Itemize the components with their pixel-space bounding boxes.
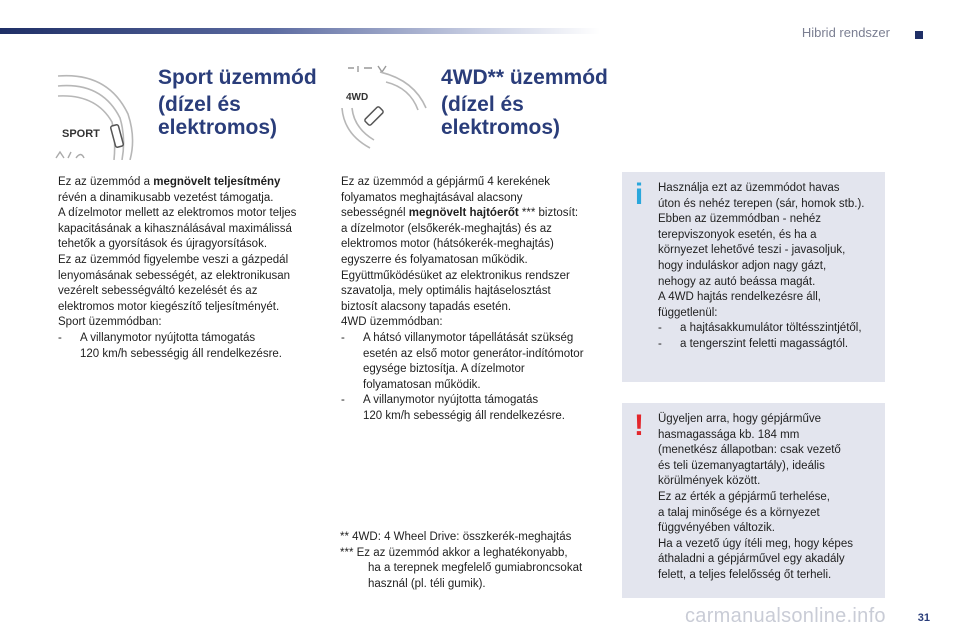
- 4wd-heading-line-3: elektromos): [441, 116, 561, 139]
- 4wd-line: Ez az üzemmód a gépjármű 4 kerekének: [341, 176, 551, 188]
- 4wd-bullet-continued: esetén az első motor generátor-indítómotor: [363, 347, 584, 360]
- sport-heading-line-1: Sport üzemmód: [158, 66, 317, 89]
- info-bullet: - a hajtásakkumulátor töltésszintjétől,: [658, 322, 862, 335]
- footnotes: [340, 530, 582, 592]
- warning-line: Ügyeljen arra, hogy gépjárműve: [658, 413, 822, 425]
- 4wd-bullet: - A hátsó villanymotor tápellátását szükség: [341, 331, 574, 344]
- 4wd-line-highlight: [341, 206, 611, 222]
- warning-box: [622, 403, 885, 598]
- 4wd-line: elektromos motor (hátsókerék-meghajtás): [341, 238, 554, 251]
- info-line: Ebben az üzemmódban - nehéz: [658, 213, 822, 226]
- 4wd-line: folyamatos meghajtásával alacsony: [341, 191, 523, 204]
- info-line: úton és nehéz terepen (sár, homok stb.).: [658, 197, 865, 210]
- sport-line: Sport üzemmódban:: [58, 316, 162, 329]
- sport-line: lenyomásának sebességét, az elektronikusan: [58, 269, 291, 282]
- info-line: hogy induláskor adjon nagy gázt,: [658, 259, 827, 272]
- info-box: [622, 172, 885, 382]
- 4wd-bullet-continued: egysége biztosítja. A dízelmotor: [363, 363, 525, 376]
- sport-dial-label: SPORT: [62, 128, 100, 140]
- header-marker: [915, 31, 923, 39]
- warning-line: Ha a vezető úgy ítéli meg, hogy képes: [658, 537, 853, 550]
- info-line: függetlenül:: [658, 306, 718, 319]
- sport-mode-heading: [158, 66, 317, 139]
- info-line: A 4WD hajtás rendelkezésre áll,: [658, 291, 821, 304]
- 4wd-bullet-continued: 120 km/h sebességig áll rendelkezésre.: [363, 409, 566, 422]
- info-bullet-text: a hajtásakkumulátor töltésszintjétől,: [680, 322, 862, 335]
- 4wd-mode-text: [341, 175, 611, 425]
- 4wd-bullet: - A villanymotor nyújtotta támogatás: [341, 394, 539, 407]
- 4wd-bullet-continued: folyamatosan működik.: [363, 378, 481, 391]
- warning-line: függvényében változik.: [658, 522, 775, 535]
- sport-heading-line-3: elektromos): [158, 116, 278, 139]
- 4wd-dial-image: [340, 62, 432, 152]
- warning-line: felett, a teljes felelősség őt terheli.: [658, 568, 832, 581]
- warning-line: Ez az érték a gépjármű terhelése,: [658, 490, 830, 503]
- sport-dial-image: [50, 62, 142, 160]
- sport-mode-text: [58, 175, 328, 362]
- 4wd-bullet-text: A villanymotor nyújtotta támogatás: [363, 394, 539, 407]
- sport-intro-bold: megnövelt teljesítmény: [153, 176, 281, 188]
- 4wd-line: egyszerre és folyamatosan működik.: [341, 253, 528, 266]
- section-title: Hibrid rendszer: [801, 25, 890, 40]
- warning-line: hasmagassága kb. 184 mm: [658, 428, 800, 441]
- footnote-efficiency-continued: használ (pl. téli gumik).: [368, 577, 486, 590]
- sport-intro: Ez az üzemmód a: [58, 176, 154, 188]
- watermark: carmanualsonline.info: [685, 605, 886, 627]
- info-bullet: - a tengerszint feletti magasságtól.: [658, 337, 849, 350]
- warning-line: és teli üzemanyagtartály), ideális: [658, 459, 825, 472]
- 4wd-line: szavatolja, mely optimális hajtáselosztást: [341, 285, 551, 298]
- warning-line: a talaj minősége és a környezet: [658, 506, 820, 519]
- 4wd-heading-line-1: 4WD** üzemmód: [441, 66, 608, 89]
- sport-line: révén a dinamikusabb vezetést támogatja.: [58, 191, 274, 204]
- footnote-4wd: ** 4WD: 4 Wheel Drive: összkerék-meghajtás: [340, 531, 572, 543]
- 4wd-line: a dízelmotor (elsőkerék-meghajtás) és az: [341, 222, 552, 235]
- sport-line: kapacitásának a kihasználásával maximálissá: [58, 222, 292, 235]
- 4wd-dial-label: 4WD: [346, 92, 369, 103]
- info-line: Használja ezt az üzemmódot havas: [658, 182, 840, 194]
- warning-line: áthaladni a gépjárművel egy akadály: [658, 553, 845, 566]
- sport-heading-line-2: (dízel és: [158, 93, 241, 116]
- 4wd-line: Együttműködésüket az elektronikus rendszer: [341, 269, 570, 282]
- info-bullet-text: a tengerszint feletti magasságtól.: [680, 337, 849, 350]
- sport-bullet: - A villanymotor nyújtotta támogatás: [58, 331, 256, 344]
- sport-line: Ez az üzemmód figyelembe veszi a gázpedál: [58, 253, 289, 266]
- 4wd-line-post: *** biztosít:: [518, 207, 579, 220]
- 4wd-heading-line-2: (dízel és: [441, 93, 524, 116]
- sport-line: vezérelt sebességváltó kezelését és az: [58, 285, 258, 298]
- sport-line: tehetők a gyorsítások és újragyorsítások.: [58, 238, 268, 251]
- sport-line: elektromos motor kiegészítő teljesítményét.: [58, 300, 280, 313]
- page-number: 31: [917, 612, 930, 624]
- header-bar: [0, 28, 600, 34]
- info-line: terepviszonyok esetén, és ha a: [658, 228, 817, 241]
- info-text: [658, 181, 879, 353]
- warning-icon: !: [634, 409, 644, 442]
- warning-line: körülmények között.: [658, 475, 761, 488]
- 4wd-line: 4WD üzemmódban:: [341, 316, 443, 329]
- 4wd-line-bold: megnövelt hajtóerőt: [408, 207, 519, 220]
- info-line: nehogy az autó beássa magát.: [658, 275, 816, 288]
- footnote-efficiency: *** Ez az üzemmód akkor a leghatékonyabb,: [340, 546, 568, 559]
- sport-line: A dízelmotor mellett az elektromos motor teljes: [58, 207, 297, 220]
- 4wd-line: biztosít alacsony tapadás esetén.: [341, 300, 512, 313]
- 4wd-bullet-text: A hátsó villanymotor tápellátását szükség: [363, 331, 574, 344]
- footnote-efficiency-continued: ha a terepnek megfelelő gumiabroncsokat: [368, 562, 583, 575]
- warning-text: [658, 412, 879, 584]
- sport-paragraph: [58, 175, 328, 191]
- sport-bullet-text: A villanymotor nyújtotta támogatás: [80, 331, 256, 344]
- sport-bullet-continued: 120 km/h sebességig áll rendelkezésre.: [80, 347, 283, 360]
- 4wd-line-pre: sebességnél: [341, 207, 409, 220]
- warning-line: (menetkész állapotban: csak vezető: [658, 444, 841, 457]
- info-icon: i: [634, 178, 644, 211]
- 4wd-mode-heading: [441, 66, 608, 139]
- info-line: környezet lehetővé teszi - javasoljuk,: [658, 244, 846, 257]
